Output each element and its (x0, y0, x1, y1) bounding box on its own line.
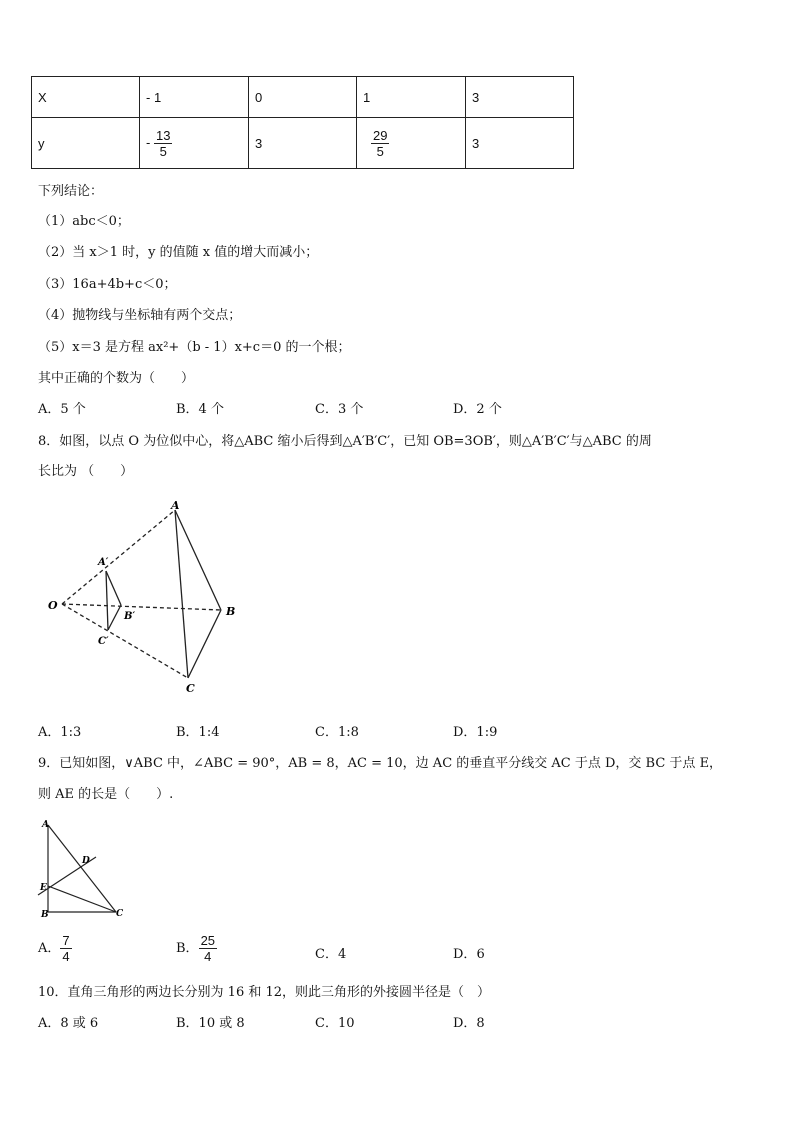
label-c-prime: C′ (98, 636, 109, 647)
q9-stem-line1: 9．已知如图，∨ABC 中，∠ABC = 90°，AB = 8，AC = 10，边 AC 的垂直平分线交 AC 于点 D，交 BC 于点 E， (38, 756, 723, 771)
q8-similar-triangles-figure (40, 495, 250, 700)
q7-option-b: B．4 个 (176, 402, 224, 417)
q7-option-c: C．3 个 (315, 402, 364, 417)
option-letter: D． (453, 947, 477, 962)
q7-item: （3）16a+4b+c＜0； (38, 277, 177, 292)
fraction-numerator: 13 (155, 127, 171, 143)
label-b-prime: B′ (124, 611, 136, 622)
table-cell: 0 (249, 77, 357, 118)
q8-stem-line2: 长比为 （ ） (38, 464, 134, 479)
table-cell: 3 (249, 118, 357, 169)
q7-intro: 下列结论： (38, 184, 104, 199)
fraction-denominator: 4 (204, 949, 212, 964)
label-b: B (226, 605, 236, 618)
fraction (371, 128, 389, 159)
table-cell: 3 (466, 118, 574, 169)
option-letter: A． (38, 941, 61, 956)
label-c: C (186, 682, 195, 695)
table-cell: - 1 (140, 77, 249, 118)
q7-item: （1）abc＜0； (38, 214, 130, 229)
table-cell: 1 (357, 77, 466, 118)
label-a-prime: A′ (98, 557, 109, 568)
option-value: 4 (337, 947, 347, 962)
q8-option-c: C．1:8 (315, 725, 359, 740)
q8-stem-line1: 8．如图，以点 O 为位似中心，将△ABC 缩小后得到△A′B′C′，已知 OB=3OB′，则△A′B′C′与△ABC 的周 (38, 434, 652, 449)
q7-item: （4）抛物线与坐标轴有两个交点； (38, 308, 242, 323)
q8-option-d: D．1:9 (453, 725, 498, 740)
table-header-y: y (32, 118, 140, 169)
q7-item: （2）当 x＞1 时，y 的值随 x 值的增大而减小； (38, 245, 319, 260)
q7-option-a: A．5 个 (38, 402, 86, 417)
table-header-x: X (32, 77, 140, 118)
q10-option-d: D．8 (453, 1016, 485, 1031)
label-c: C (116, 909, 124, 919)
label-o: O (48, 599, 58, 612)
q8-option-b: B．1:4 (176, 725, 220, 740)
q10-stem: 10．直角三角形的两边长分别为 16 和 12，则此三角形的外接圆半径是（ ） (38, 985, 491, 1000)
q10-option-c: C．10 (315, 1016, 355, 1031)
fraction-numerator: 25 (200, 933, 216, 948)
fraction-denominator: 4 (62, 949, 70, 964)
fraction-denominator: 5 (376, 143, 384, 159)
q10-option-a: A．8 或 6 (38, 1016, 99, 1031)
xy-value-table (31, 76, 574, 169)
q9-option-c (315, 943, 346, 962)
fraction (154, 128, 172, 159)
q9-option-b (176, 933, 217, 964)
q7-item: （5）x＝3 是方程 ax²+（b - 1）x+c＝0 的一个根； (38, 340, 351, 355)
option-letter: B． (176, 941, 199, 956)
fraction (60, 933, 71, 964)
q9-right-triangle-figure (36, 815, 136, 925)
q9-option-d (453, 943, 485, 962)
table-row-y (32, 118, 574, 169)
label-d: D (82, 856, 90, 866)
q9-stem-line2: 则 AE 的长是（ ）. (38, 787, 174, 802)
option-value: 6 (476, 947, 485, 962)
fraction-numerator: 29 (373, 127, 388, 143)
fraction-sign: - (146, 134, 151, 150)
q9-option-a (38, 933, 72, 964)
fraction-numerator: 7 (62, 933, 70, 948)
label-b: B (41, 910, 49, 920)
table-cell-fraction (357, 118, 466, 169)
table-cell-fraction (140, 118, 249, 169)
q10-option-b: B．10 或 8 (176, 1016, 245, 1031)
table-row-x (32, 77, 574, 118)
table-cell: 3 (466, 77, 574, 118)
q7-question: 其中正确的个数为（ ） (38, 371, 195, 386)
label-a: A (171, 499, 180, 512)
label-a: A (42, 820, 49, 830)
q7-option-d: D．2 个 (453, 402, 502, 417)
q8-option-a: A．1:3 (38, 725, 82, 740)
option-letter: C． (315, 947, 338, 962)
fraction (199, 933, 217, 964)
label-e: E (40, 883, 47, 893)
fraction-denominator: 5 (159, 143, 167, 159)
